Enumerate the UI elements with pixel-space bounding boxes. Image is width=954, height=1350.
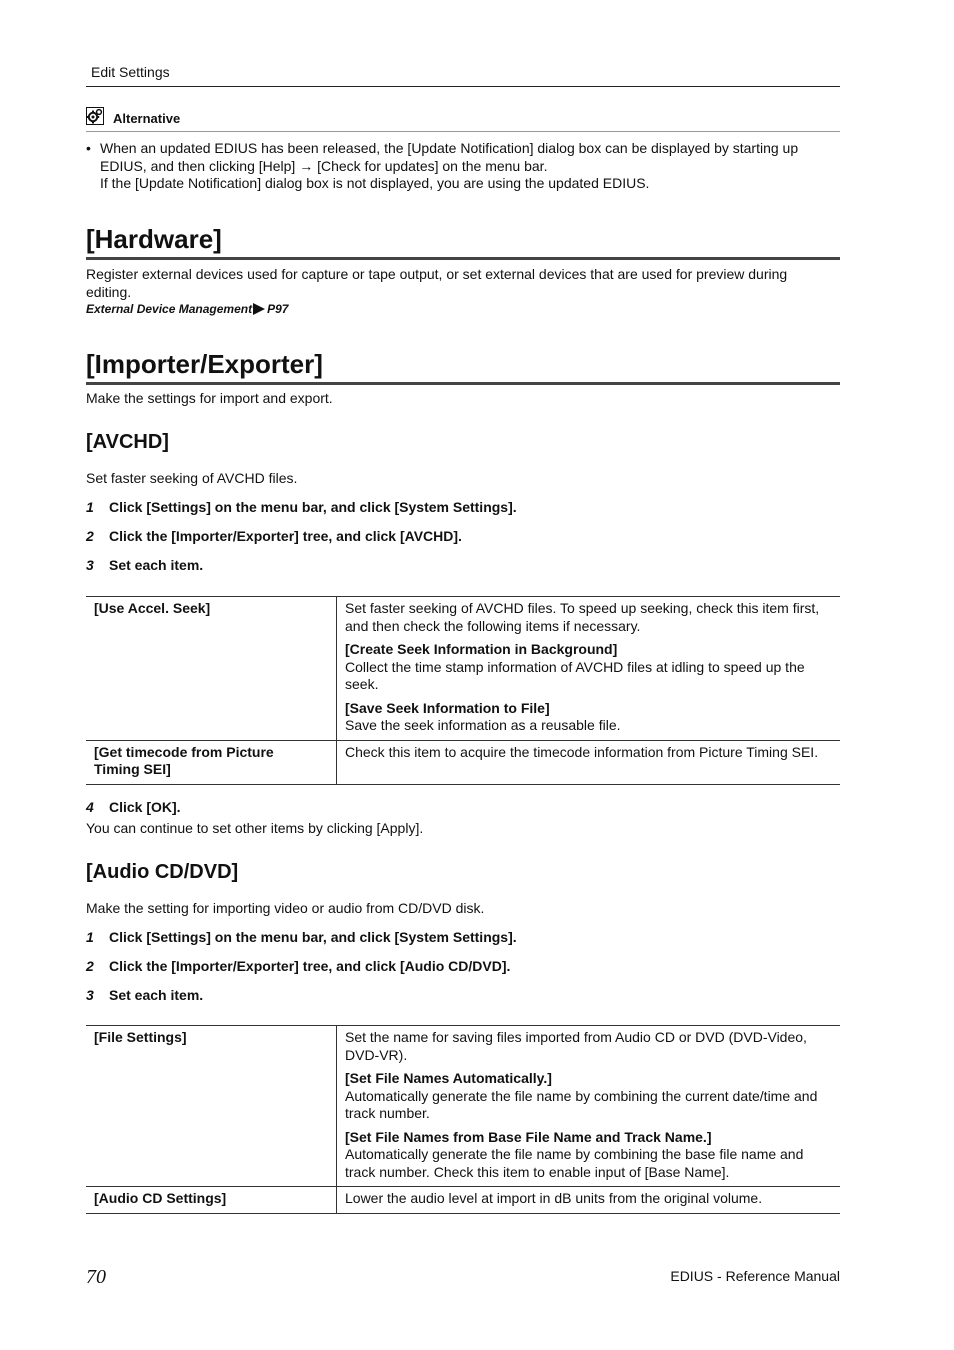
- importer-exporter-rule: [86, 382, 840, 385]
- step-number: 1: [86, 929, 94, 945]
- setting-name: [86, 740, 337, 784]
- table-row: [86, 1187, 840, 1214]
- header-rule: [86, 86, 840, 87]
- sub-option-title: [Set File Names Automatically.]: [345, 1070, 552, 1086]
- manual-title: EDIUS - Reference Manual: [670, 1268, 840, 1284]
- avchd-after-note: You can continue to set other items by clicking [Apply].: [86, 820, 424, 836]
- desc-line: Automatically generate the file name by combining the base file name and: [345, 1146, 804, 1162]
- setting-name: [Audio CD Settings]: [86, 1187, 337, 1214]
- bullet-line: If the [Update Notification] dialog box is not displayed, you are using the updated EDIUS.: [100, 175, 650, 191]
- step-text: Click the [Importer/Exporter] tree, and click [Audio CD/DVD].: [109, 958, 511, 974]
- arrow-right-icon: [253, 303, 265, 315]
- running-header: Edit Settings: [91, 64, 170, 80]
- desc-line: editing.: [86, 283, 132, 300]
- step-text: Click [Settings] on the menu bar, and click [System Settings].: [109, 929, 517, 945]
- gear-icon: [86, 107, 104, 125]
- reference-page: P97: [267, 302, 289, 316]
- sub-option-title: [Save Seek Information to File]: [345, 699, 550, 716]
- table-row: [86, 597, 840, 741]
- importer-exporter-description: Make the settings for import and export.: [86, 390, 333, 406]
- avchd-description: Set faster seeking of AVCHD files.: [86, 470, 298, 486]
- bullet-dot: •: [86, 140, 91, 156]
- audio-cd-dvd-title: [Audio CD/DVD]: [86, 861, 239, 883]
- table-row: [86, 1026, 840, 1187]
- audio-step-1: [86, 929, 517, 945]
- bullet-line: When an updated EDIUS has been released, the [Update Notification] dialog box can be displayed by starting up: [100, 140, 799, 156]
- setting-name: [File Settings]: [86, 1026, 337, 1187]
- alternative-label: Alternative: [113, 111, 181, 126]
- step-number: 2: [86, 528, 94, 544]
- hardware-description: [86, 266, 826, 301]
- hardware-rule: [86, 257, 840, 260]
- step-number: 2: [86, 958, 94, 974]
- desc-line: track number.: [345, 1105, 430, 1121]
- sub-option-title: [Set File Names from Base File Name and Track Name.]: [345, 1128, 712, 1145]
- step-text: Click [Settings] on the menu bar, and click [System Settings].: [109, 499, 517, 515]
- step-number: 3: [86, 557, 94, 573]
- setting-description: [337, 740, 841, 784]
- page-number: 70: [86, 1266, 106, 1288]
- desc-line: Register external devices used for capture or tape output, or set external devices that are used for preview during: [86, 266, 788, 282]
- desc-line: Set faster seeking of AVCHD files. To speed up seeking, check this item first,: [345, 600, 820, 616]
- avchd-step-3: [86, 557, 203, 573]
- external-device-reference-link[interactable]: [86, 302, 288, 316]
- desc-line: and then check the following items if necessary.: [345, 617, 641, 634]
- step-number: 1: [86, 499, 94, 515]
- desc-line: Save the seek information as a reusable file.: [345, 717, 621, 733]
- bullet-line: EDIUS, and then clicking [Help] → [Check for updates] on the menu bar.: [100, 157, 548, 174]
- step-text: Set each item.: [109, 557, 204, 573]
- step-text: Click [OK].: [109, 799, 181, 815]
- step-number: 3: [86, 987, 94, 1003]
- setting-description: [337, 597, 841, 741]
- avchd-settings-table: [86, 596, 840, 785]
- setting-description: [337, 1026, 841, 1187]
- desc-line: Lower the audio level at import in dB units from the original volume.: [345, 1190, 763, 1206]
- desc-line: Collect the time stamp information of AVCHD files at idling to speed up the: [345, 658, 805, 675]
- avchd-step-4: [86, 799, 181, 815]
- avchd-step-1: [86, 499, 517, 515]
- desc-line: Automatically generate the file name by combining the current date/time and: [345, 1087, 818, 1104]
- audio-step-3: [86, 987, 203, 1003]
- step-number: 4: [86, 799, 94, 815]
- desc-line: track number. Check this item to enable input of [Base Name].: [345, 1163, 730, 1180]
- table-row: [86, 740, 840, 784]
- importer-exporter-title: [Importer/Exporter]: [86, 349, 323, 379]
- reference-text: External Device Management: [86, 302, 253, 316]
- key-line: Timing SEI]: [94, 761, 171, 777]
- avchd-title: [AVCHD]: [86, 431, 169, 453]
- desc-line: seek.: [345, 676, 379, 692]
- alternative-heading: [86, 107, 840, 132]
- step-text: Set each item.: [109, 987, 204, 1003]
- audio-settings-table: [86, 1025, 840, 1214]
- key-line: [Get timecode from Picture: [94, 743, 274, 760]
- audio-cd-dvd-description: Make the setting for importing video or audio from CD/DVD disk.: [86, 900, 485, 916]
- setting-name: [Use Accel. Seek]: [86, 597, 337, 741]
- hardware-title: [Hardware]: [86, 224, 222, 254]
- desc-line: Check this item to acquire the timecode information from Picture Timing SEI.: [345, 743, 819, 760]
- avchd-step-2: [86, 528, 462, 544]
- step-text: Click the [Importer/Exporter] tree, and click [AVCHD].: [109, 528, 462, 544]
- sub-option-title: [Create Seek Information in Background]: [345, 641, 618, 657]
- desc-line: DVD-VR).: [345, 1046, 408, 1063]
- desc-line: Set the name for saving files imported from Audio CD or DVD (DVD-Video,: [345, 1029, 807, 1045]
- alternative-bullet: [86, 140, 826, 193]
- setting-description: [337, 1187, 841, 1214]
- audio-step-2: [86, 958, 510, 974]
